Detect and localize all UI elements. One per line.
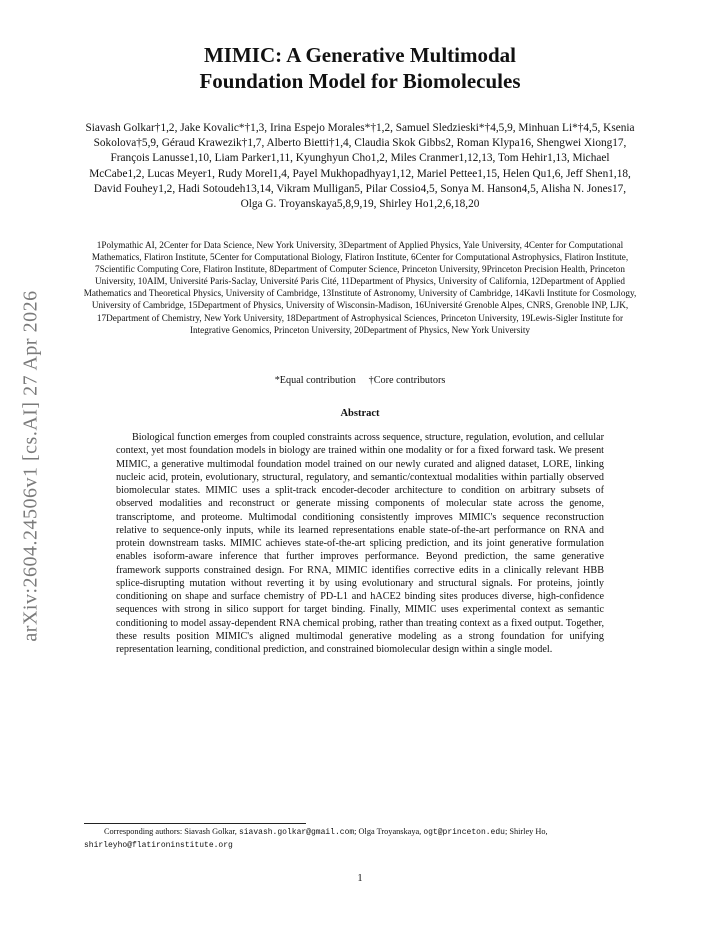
page-number: 1	[357, 873, 363, 884]
abstract-body: Biological function emerges from coupled constraints across sequence, structure, regulation, evolution, and cellular context, yet most foundation models in biology are trained within one modality or for a fixed forward task. We present MIMIC, a generative multimodal foundation model trained on our newly curated and aligned dataset, LORE, linking nucleic acid, protein, evolutionary, structural, regulatory, and semantic/contextual modalities within partially observed biomolecular states. MIMIC uses a split-track encoder-decoder architecture to condition on arbitrary subsets of observed modalities and reconstruct or generate missing components of molecular state across the genome, transcriptome, and proteome. Multimodal conditioning consistently improves MIMIC's sequence reconstruction relative to sequence-only inputs, while its learned representations enable state-of-the-art performance on RNA and protein downstream tasks. MIMIC achieves state-of-the-art splicing prediction, and its joint generative formulation enables isoform-aware inference that further improves performance. Beyond prediction, the same generative framework supports constrained design. For RNA, MIMIC identifies corrective edits in a clinically relevant HBB splice-disrupting mutation without reverting it by using evolutionary and structural signals. For proteins, jointly conditioning on shape and surface chemistry of PD-L1 and hACE2 binding sites produces diverse, high-confidence sequences with strong in silico support for target binding. Finally, MIMIC uses experimental context as semantic conditioning to model assay-dependent RNA chemical probing, rather than treating context as a fixed output. Together, these results position MIMIC's aligned multimodal generative modeling as a strong foundation for unifying representation learning, conditional prediction, and constrained biomolecular design within a single model.	[116, 432, 604, 655]
affiliation-list: 1Polymathic AI, 2Center for Data Science, New York University, 3Department of Applied Physics, Yale University, 4Center for Computational Mathematics, Flatiron Institute, 5Center for Computational Biology, Flatiron Institute, 6Center for Computational Astrophysics, Flatiron Institute, 7Scientific Computing Core, Flatiron Institute, 8Department of Computer Science, Princeton University, 9Princeton Precision Health, Princeton University, 10AIM, Université Paris-Saclay, Université Paris Cité, 11Department of Physics, University of California, 12Department of Applied Mathematics and Theoretical Physics, University of Cambridge, 13Institute of Astronomy, University of Cambridge, 14Kavli Institute for Cosmology, University of Cambridge, 15Department of Physics, University of Wisconsin-Madison, 16Université Grenoble Alpes, CNRS, Grenoble INP, LJK, 17Department of Chemistry, New York University, 18Department of Astrophysical Sciences, Princeton University, 19Lewis-Sigler Institute for Integrative Genomics, Princeton University, 20Department of Physics, New York University	[83, 240, 637, 335]
email-link-ho[interactable]: shirleyho@flatironinstitute.org	[84, 841, 233, 851]
abstract-heading: Abstract	[340, 408, 380, 419]
contribution-notes	[80, 375, 640, 386]
email-link-golkar[interactable]: siavash.golkar@gmail.com	[238, 828, 355, 837]
footnote-author-2: ; Olga Troyanskaya,	[354, 827, 422, 836]
footnote-rule	[84, 823, 306, 824]
footnote-label: Corresponding authors:	[104, 827, 183, 836]
footnote-author-1: Siavash Golkar,	[184, 827, 237, 836]
core-contributors-note: †Core contributors	[368, 375, 446, 386]
title-line-2: Foundation Model for Biomolecules	[199, 69, 521, 93]
arxiv-identifier-text: arXiv:2604.24506v1 [cs.AI] 27 Apr 2026	[19, 290, 42, 642]
paper-title	[100, 42, 620, 94]
equal-contribution-note: *Equal contribution	[274, 375, 356, 386]
email-link-troyanskaya[interactable]: ogt@princeton.edu	[423, 828, 505, 837]
author-list: Siavash Golkar†1,2, Jake Kovalic*†1,3, Irina Espejo Morales*†1,2, Samuel Sledzieski*†4,5,9, Minhuan Li*†4,5, Ksenia Sokolova†5,9, Géraud Krawezik†1,7, Alberto Bietti†1,4, Claudia Skok Gibbs2, Roman Klypa16, Shengwei Xiong17, François Lanusse1,10, Liam Parker1,11, Kyunghyun Cho1,2, Miles Cranmer1,12,13, Tom Hehir1,13, Michael McCabe1,2, Lucas Meyer1, Rudy Morel1,4, Payel Mukhopadhyay1,12, Mariel Pettee1,15, Helen Qu1,6, Jeff Shen1,18, David Fouhey1,2, Hadi Sotoudeh13,14, Vikram Mulligan5, Pilar Cossio4,5, Sonya M. Hanson4,5, Alisha N. Jones17, Olga G. Troyanskaya5,8,9,19, Shirley Ho1,2,6,18,20	[85, 122, 635, 211]
title-line-1: MIMIC: A Generative Multimodal	[203, 43, 517, 67]
footnote-author-3: ; Shirley Ho,	[504, 827, 548, 836]
corresponding-authors-footnote	[84, 826, 636, 853]
arxiv-identifier	[16, 262, 46, 670]
